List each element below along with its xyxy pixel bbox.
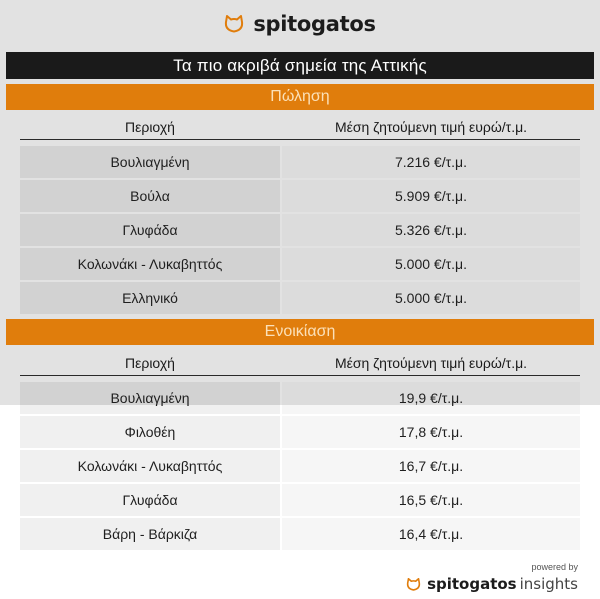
rent-col-price-header: Μέση ζητούμενη τιμή ευρώ/τ.μ. <box>334 355 528 371</box>
price-cell: 17,8 €/τ.μ. <box>282 416 580 448</box>
table-row <box>20 180 580 212</box>
price-cell: 5.326 €/τ.μ. <box>282 214 580 246</box>
price-cell: 5.909 €/τ.μ. <box>282 180 580 212</box>
table-row <box>20 416 580 448</box>
price-cell: 16,7 €/τ.μ. <box>282 450 580 482</box>
table-row <box>20 214 580 246</box>
table-row <box>20 282 580 314</box>
rent-header-divider <box>20 375 580 376</box>
table-row <box>20 518 580 550</box>
area-cell: Γλυφάδα <box>20 214 280 246</box>
table-row <box>20 146 580 178</box>
footer-brand-suffix: insights <box>519 575 578 593</box>
logo-text: spitogatos <box>253 12 376 36</box>
area-cell: Κολωνάκι - Λυκαβηττός <box>20 450 280 482</box>
area-cell: Βουλιαγμένη <box>20 382 280 414</box>
price-cell: 5.000 €/τ.μ. <box>282 248 580 280</box>
area-cell: Κολωνάκι - Λυκαβηττός <box>20 248 280 280</box>
area-cell: Βουλιαγμένη <box>20 146 280 178</box>
price-cell: 7.216 €/τ.μ. <box>282 146 580 178</box>
sale-header-divider <box>20 139 580 140</box>
table-row <box>20 382 580 414</box>
footer-brand <box>406 573 578 595</box>
area-cell: Ελληνικό <box>20 282 280 314</box>
price-cell: 19,9 €/τ.μ. <box>282 382 580 414</box>
rent-col-area-header: Περιοχή <box>125 355 175 371</box>
cat-logo-icon <box>224 15 244 33</box>
sale-col-price-header: Μέση ζητούμενη τιμή ευρώ/τ.μ. <box>334 119 528 135</box>
area-cell: Βούλα <box>20 180 280 212</box>
sale-section-header: Πώληση <box>6 84 594 110</box>
price-cell: 16,5 €/τ.μ. <box>282 484 580 516</box>
rent-section-header: Ενοικίαση <box>6 319 594 345</box>
price-cell: 5.000 €/τ.μ. <box>282 282 580 314</box>
logo <box>0 9 600 39</box>
cat-logo-icon <box>406 578 421 591</box>
table-row <box>20 450 580 482</box>
area-cell: Φιλοθέη <box>20 416 280 448</box>
powered-by-label: powered by <box>531 562 578 572</box>
footer-brand-name: spitogatos <box>427 575 517 593</box>
area-cell: Βάρη - Βάρκιζα <box>20 518 280 550</box>
area-cell: Γλυφάδα <box>20 484 280 516</box>
page-title: Τα πιο ακριβά σημεία της Αττικής <box>6 52 594 79</box>
table-row <box>20 484 580 516</box>
sale-col-area-header: Περιοχή <box>125 119 175 135</box>
price-cell: 16,4 €/τ.μ. <box>282 518 580 550</box>
table-row <box>20 248 580 280</box>
